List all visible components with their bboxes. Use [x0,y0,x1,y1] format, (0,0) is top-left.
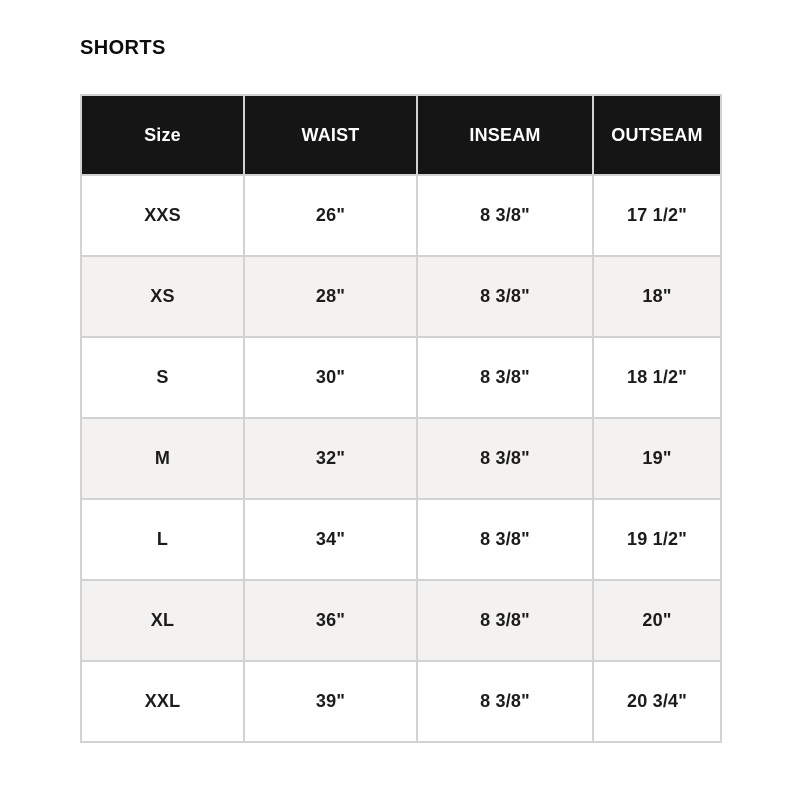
waist-cell: 36" [244,580,417,661]
column-header-waist: WAIST [244,95,417,175]
page-title: SHORTS [80,37,166,59]
inseam-cell: 8 3/8" [417,661,593,742]
waist-cell: 28" [244,256,417,337]
size-cell: XL [81,580,244,661]
waist-cell: 30" [244,337,417,418]
header-row [81,95,721,175]
outseam-cell: 18" [593,256,721,337]
size-cell: L [81,499,244,580]
inseam-cell: 8 3/8" [417,256,593,337]
waist-cell: 39" [244,661,417,742]
table-row [81,418,721,499]
size-cell: XXS [81,175,244,256]
outseam-cell: 18 1/2" [593,337,721,418]
table-row [81,256,721,337]
outseam-cell: 17 1/2" [593,175,721,256]
inseam-cell: 8 3/8" [417,337,593,418]
inseam-cell: 8 3/8" [417,418,593,499]
outseam-cell: 20 3/4" [593,661,721,742]
inseam-cell: 8 3/8" [417,175,593,256]
outseam-cell: 19" [593,418,721,499]
table-row [81,337,721,418]
size-cell: XS [81,256,244,337]
inseam-cell: 8 3/8" [417,499,593,580]
outseam-cell: 19 1/2" [593,499,721,580]
table-row [81,499,721,580]
size-cell: XXL [81,661,244,742]
table-row [81,661,721,742]
waist-cell: 26" [244,175,417,256]
size-chart-table [80,94,722,743]
column-header-size: Size [81,95,244,175]
waist-cell: 32" [244,418,417,499]
size-cell: S [81,337,244,418]
outseam-cell: 20" [593,580,721,661]
waist-cell: 34" [244,499,417,580]
column-header-inseam: INSEAM [417,95,593,175]
inseam-cell: 8 3/8" [417,580,593,661]
column-header-outseam: OUTSEAM [593,95,721,175]
size-cell: M [81,418,244,499]
table-row [81,580,721,661]
table-row [81,175,721,256]
